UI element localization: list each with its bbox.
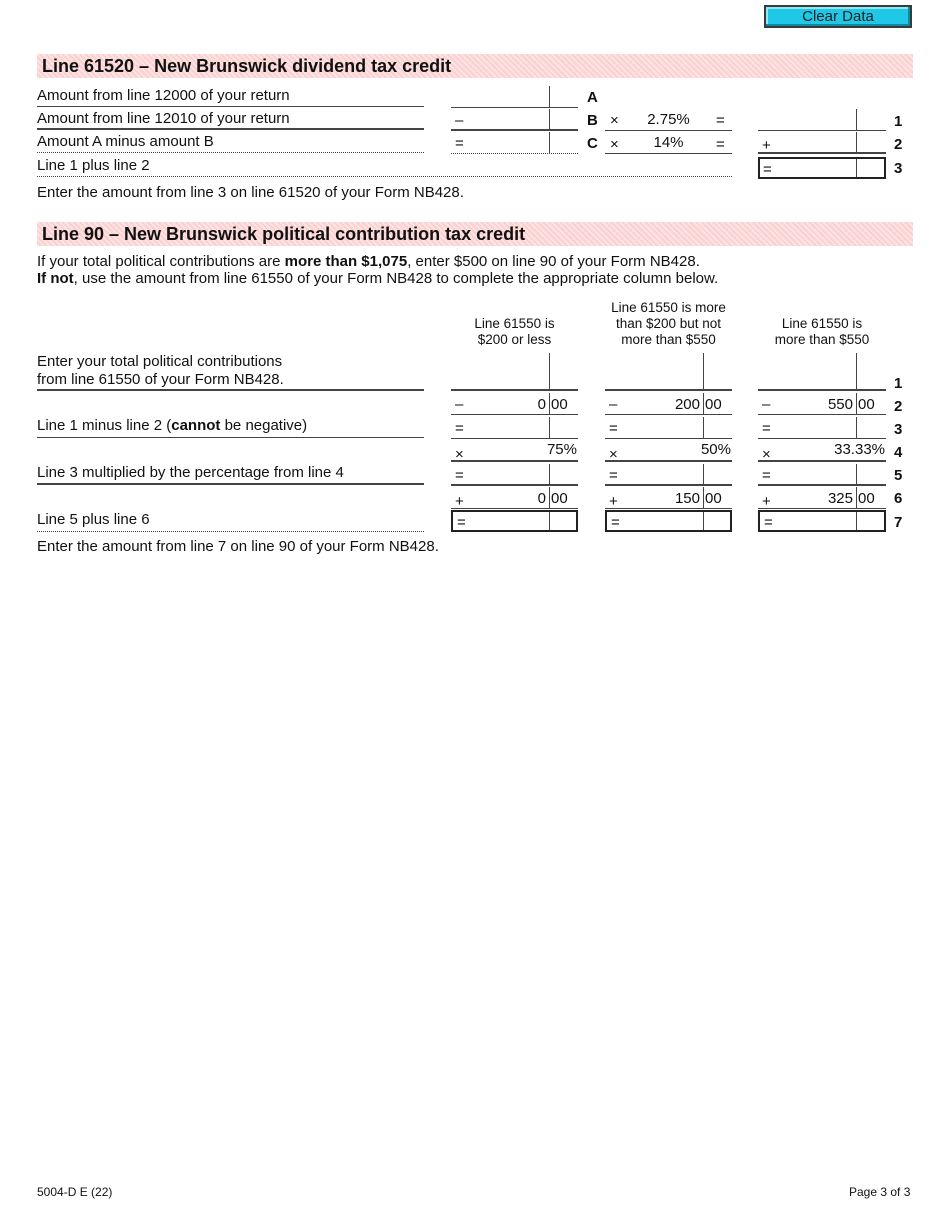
mul-sign: × xyxy=(455,446,464,463)
political-line-5-label: Line 3 multiplied by the percentage from line 4 xyxy=(37,464,424,485)
column-3-line-5-field[interactable] xyxy=(758,464,886,486)
dividend-line-1-field[interactable] xyxy=(758,109,886,131)
plus-sign: + xyxy=(455,493,464,510)
eq-sign: = xyxy=(762,467,771,484)
dollars-value: 200 xyxy=(674,396,700,413)
column-2-line-4-field xyxy=(605,440,732,462)
dollars-value: 0 xyxy=(537,396,546,413)
political-line-3-label: Line 1 minus line 2 (cannot be negative) xyxy=(37,417,424,438)
eq-sign: = xyxy=(609,420,618,437)
percentage-value: 50% xyxy=(700,441,731,458)
multiply-sign: × xyxy=(610,136,619,153)
plus-sign: + xyxy=(762,137,771,154)
mul-sign: × xyxy=(609,446,618,463)
letter-a: A xyxy=(587,89,598,106)
mul-sign: × xyxy=(762,446,771,463)
column-2-line-7-field[interactable] xyxy=(605,510,732,532)
amount-b-field[interactable] xyxy=(451,109,578,131)
eq-sign: = xyxy=(457,514,466,531)
dividend-note: Enter the amount from line 3 on line 61520 of your Form NB428. xyxy=(37,184,464,201)
column-heading-2: Line 61550 is more than $200 but not more than $550 xyxy=(611,300,726,347)
column-heading-1: Line 61550 is $200 or less xyxy=(474,316,555,347)
minus-sign: – xyxy=(609,396,618,413)
column-2-line-2-field xyxy=(605,393,732,415)
multiply-sign: × xyxy=(610,112,619,129)
rate-c: 14% xyxy=(605,134,732,154)
column-2-line-3-field[interactable] xyxy=(605,417,732,439)
eq-sign: = xyxy=(764,514,773,531)
cents-value: 00 xyxy=(705,490,722,507)
letter-c: C xyxy=(587,135,598,152)
minus-sign: – xyxy=(455,396,464,413)
line-number-2: 2 xyxy=(894,136,903,153)
percentage-value: 33.33% xyxy=(834,441,885,458)
rate-b: 2.75% xyxy=(605,111,732,131)
eq-sign: = xyxy=(611,514,620,531)
minus-sign: – xyxy=(455,112,464,129)
column-2-line-5-field[interactable] xyxy=(605,464,732,486)
column-3-line-2-field xyxy=(758,393,886,415)
political-note: Enter the amount from line 7 on line 90 of your Form NB428. xyxy=(37,538,439,555)
cents-value: 00 xyxy=(858,490,875,507)
column-1-line-3-field[interactable] xyxy=(451,417,578,439)
dividend-line-c-label: Amount A minus amount B xyxy=(37,133,424,153)
eq-sign: = xyxy=(455,467,464,484)
equals-sign: = xyxy=(455,135,464,152)
letter-b: B xyxy=(587,112,598,129)
political-line-1-label: Enter your total political contributions from line 61550 of your Form NB428. xyxy=(37,353,424,391)
form-id: 5004-D E (22) xyxy=(37,1185,113,1199)
political-section-title: Line 90 – New Brunswick political contribution tax credit xyxy=(37,222,913,246)
column-3-line-4-field xyxy=(758,440,886,462)
column-3-line-3-field[interactable] xyxy=(758,417,886,439)
equals-sign: = xyxy=(716,136,725,153)
page-number: Page 3 of 3 xyxy=(849,1185,911,1199)
political-intro-1: If your total political contributions are more than $1,075, enter $500 on line 90 of your Form NB428. xyxy=(37,253,700,270)
line-number-1: 1 xyxy=(894,375,903,392)
dividend-section-title: Line 61520 – New Brunswick dividend tax credit xyxy=(37,54,913,78)
column-3-line-6-field xyxy=(758,487,886,509)
column-2-line-6-field xyxy=(605,487,732,509)
column-1-line-7-field[interactable] xyxy=(451,510,578,532)
dollars-value: 325 xyxy=(827,490,853,507)
dividend-line-3-label: Line 1 plus line 2 xyxy=(37,157,732,177)
cents-value: 00 xyxy=(858,396,875,413)
equals-sign: = xyxy=(716,112,725,129)
dollars-value: 150 xyxy=(674,490,700,507)
column-2-line-1-field[interactable] xyxy=(605,353,732,391)
equals-sign: = xyxy=(763,161,772,178)
column-3-line-7-field[interactable] xyxy=(758,510,886,532)
cents-value: 00 xyxy=(551,490,568,507)
dividend-line-b-label: Amount from line 12010 of your return xyxy=(37,110,424,130)
column-1-line-4-field xyxy=(451,440,578,462)
political-intro-2: If not, use the amount from line 61550 of your Form NB428 to complete the appropriate column below. xyxy=(37,270,719,287)
column-1-line-1-field[interactable] xyxy=(451,353,578,391)
eq-sign: = xyxy=(609,467,618,484)
line-number-1: 1 xyxy=(894,113,903,130)
line-number-3: 3 xyxy=(894,160,903,177)
dollars-value: 550 xyxy=(827,396,853,413)
line-number-5: 5 xyxy=(894,467,903,484)
clear-data-button[interactable]: Clear Data xyxy=(764,5,912,28)
column-heading-3: Line 61550 is more than $550 xyxy=(774,316,870,347)
eq-sign: = xyxy=(455,420,464,437)
dividend-line-3-field[interactable] xyxy=(758,157,886,179)
amount-c-field[interactable] xyxy=(451,132,578,154)
dividend-line-2-field[interactable] xyxy=(758,132,886,154)
plus-sign: + xyxy=(609,493,618,510)
column-1-line-5-field[interactable] xyxy=(451,464,578,486)
cents-value: 00 xyxy=(551,396,568,413)
minus-sign: – xyxy=(762,396,771,413)
line-number-3: 3 xyxy=(894,421,903,438)
line-number-7: 7 xyxy=(894,514,903,531)
plus-sign: + xyxy=(762,493,771,510)
dollars-value: 0 xyxy=(537,490,546,507)
column-1-line-6-field xyxy=(451,487,578,509)
column-3-line-1-field[interactable] xyxy=(758,353,886,391)
line-number-6: 6 xyxy=(894,490,903,507)
line-number-2: 2 xyxy=(894,398,903,415)
political-line-7-label: Line 5 plus line 6 xyxy=(37,511,424,532)
eq-sign: = xyxy=(762,420,771,437)
percentage-value: 75% xyxy=(546,441,577,458)
cents-value: 00 xyxy=(705,396,722,413)
amount-a-field[interactable] xyxy=(451,86,578,108)
column-1-line-2-field xyxy=(451,393,578,415)
line-number-4: 4 xyxy=(894,444,903,461)
dividend-line-a-label: Amount from line 12000 of your return xyxy=(37,87,424,107)
